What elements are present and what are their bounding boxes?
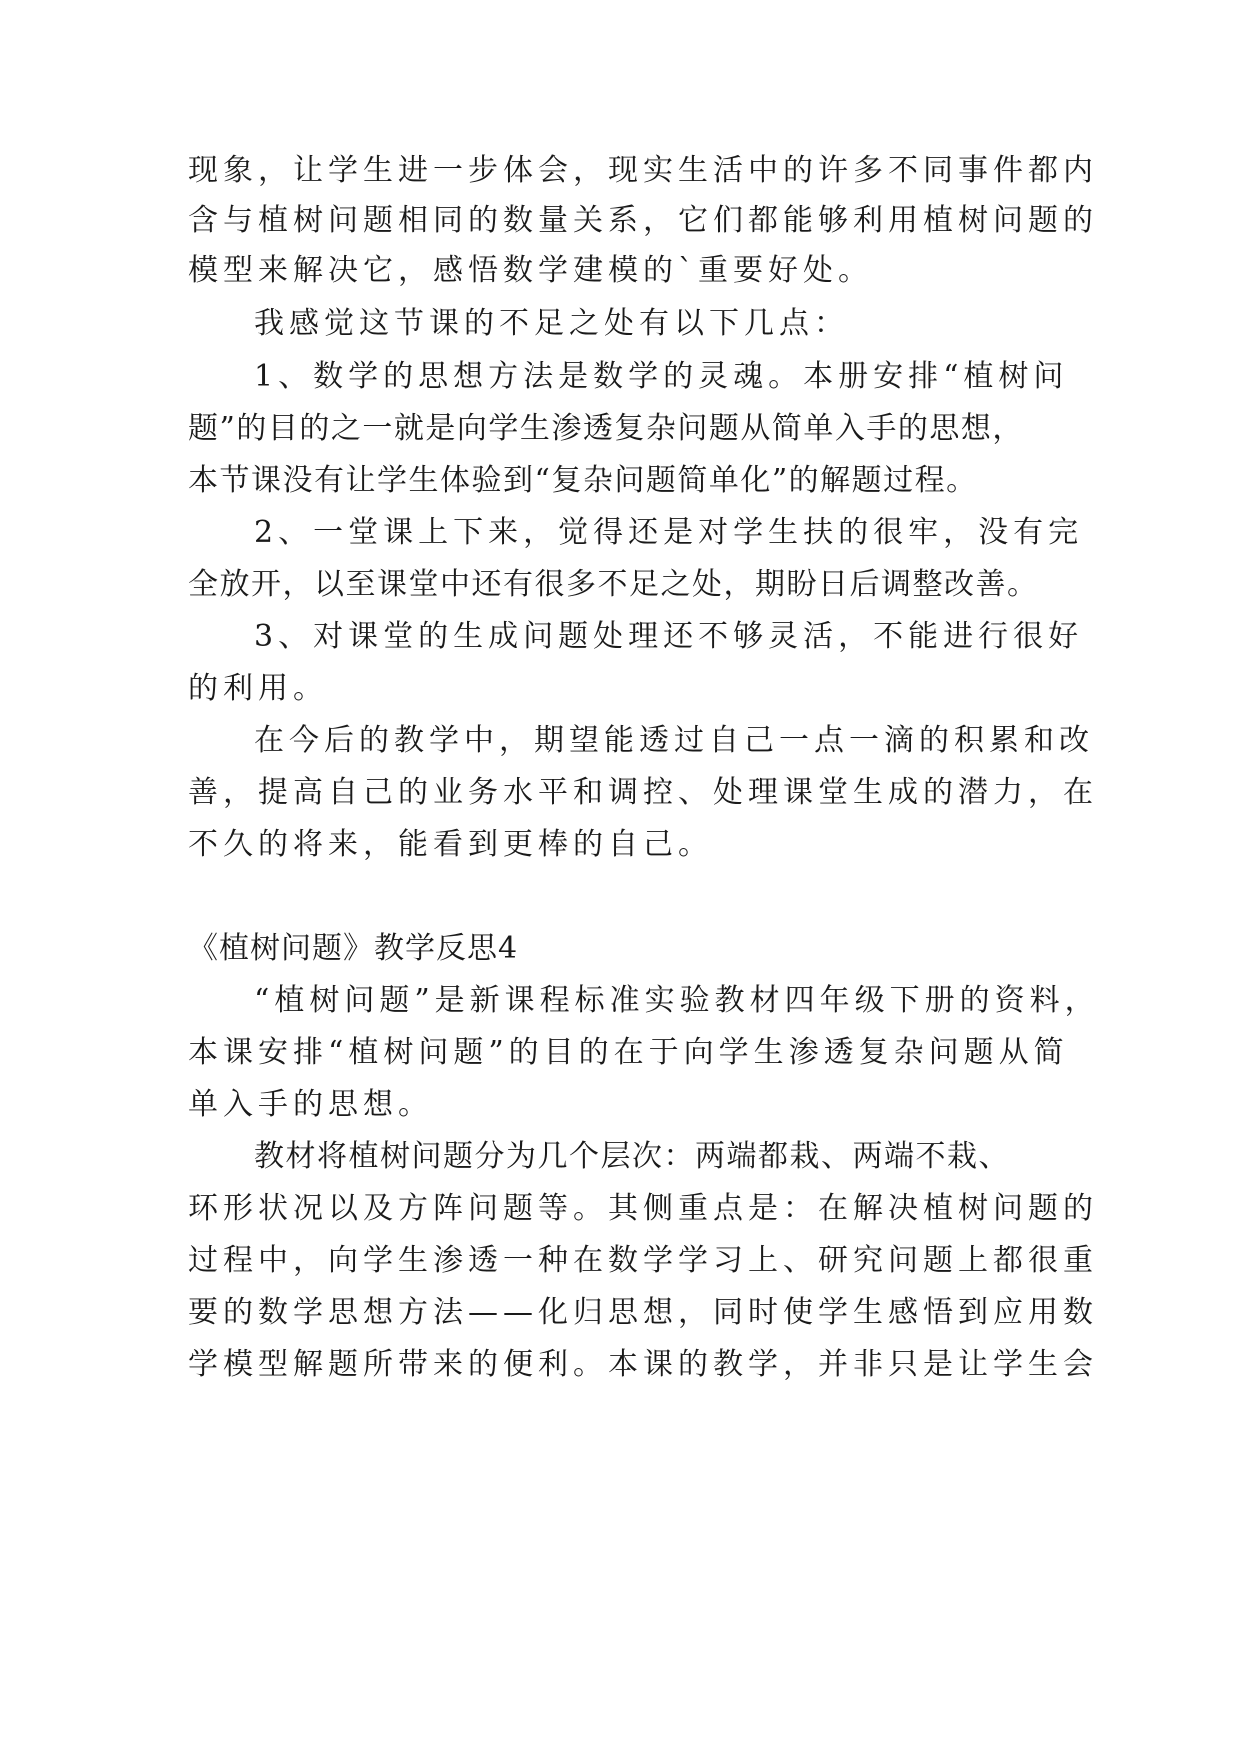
section-title: 《植树问题》教学反思4 (188, 931, 519, 966)
list-item-1-line: 题”的目的之一就是向学生渗透复杂问题从简单入手的思想， (188, 411, 1024, 446)
body-text-line: 模型来解决它，感悟数学建模的`重要好处。 (188, 253, 873, 288)
section-body-line: 教材将植树问题分为几个层次：两端都栽、两端不栽、 (254, 1139, 1010, 1174)
list-item-1-line: 1、数学的思想方法是数学的灵魂。本册安排“植树问 (254, 359, 1069, 394)
list-item-3-line: 的利用。 (188, 671, 328, 706)
section-body-line: 过程中，向学生渗透一种在数学学习上、研究问题上都很重 (188, 1243, 1098, 1278)
section-body-line: 环形状况以及方阵问题等。其侧重点是：在解决植树问题的 (188, 1191, 1098, 1226)
closing-paragraph-line: 不久的将来，能看到更棒的自己。 (188, 827, 713, 862)
body-text-line: 现象，让学生进一步体会，现实生活中的许多不同事件都内 (188, 153, 1098, 188)
closing-paragraph-line: 善，提高自己的业务水平和调控、处理课堂生成的潜力，在 (188, 775, 1098, 810)
section-intro-line: 单入手的思想。 (188, 1087, 433, 1122)
body-text-line: 含与植树问题相同的数量关系，它们都能够利用植树问题的 (188, 203, 1098, 238)
section-intro-line: 本课安排“植树问题”的目的在于向学生渗透复杂问题从简 (188, 1035, 1069, 1070)
section-body-line: 要的数学思想方法——化归思想，同时使学生感悟到应用数 (188, 1295, 1098, 1330)
section-intro-line: “植树问题”是新课程标准实验教材四年级下册的资料， (254, 983, 1100, 1018)
section-body-line: 学模型解题所带来的便利。本课的教学，并非只是让学生会 (188, 1347, 1098, 1382)
shortcomings-intro: 我感觉这节课的不足之处有以下几点： (254, 306, 849, 341)
list-item-2-line: 全放开，以至课堂中还有很多不足之处，期盼日后调整改善。 (188, 567, 1039, 602)
list-item-3-line: 3、对课堂的生成问题处理还不够灵活，不能进行很好 (254, 619, 1084, 654)
closing-paragraph-line: 在今后的教学中，期望能透过自己一点一滴的积累和改 (254, 723, 1094, 758)
list-item-2-line: 2、一堂课上下来，觉得还是对学生扶的很牢，没有完 (254, 515, 1084, 550)
list-item-1-line: 本节课没有让学生体验到“复杂问题简单化”的解题过程。 (188, 463, 978, 498)
